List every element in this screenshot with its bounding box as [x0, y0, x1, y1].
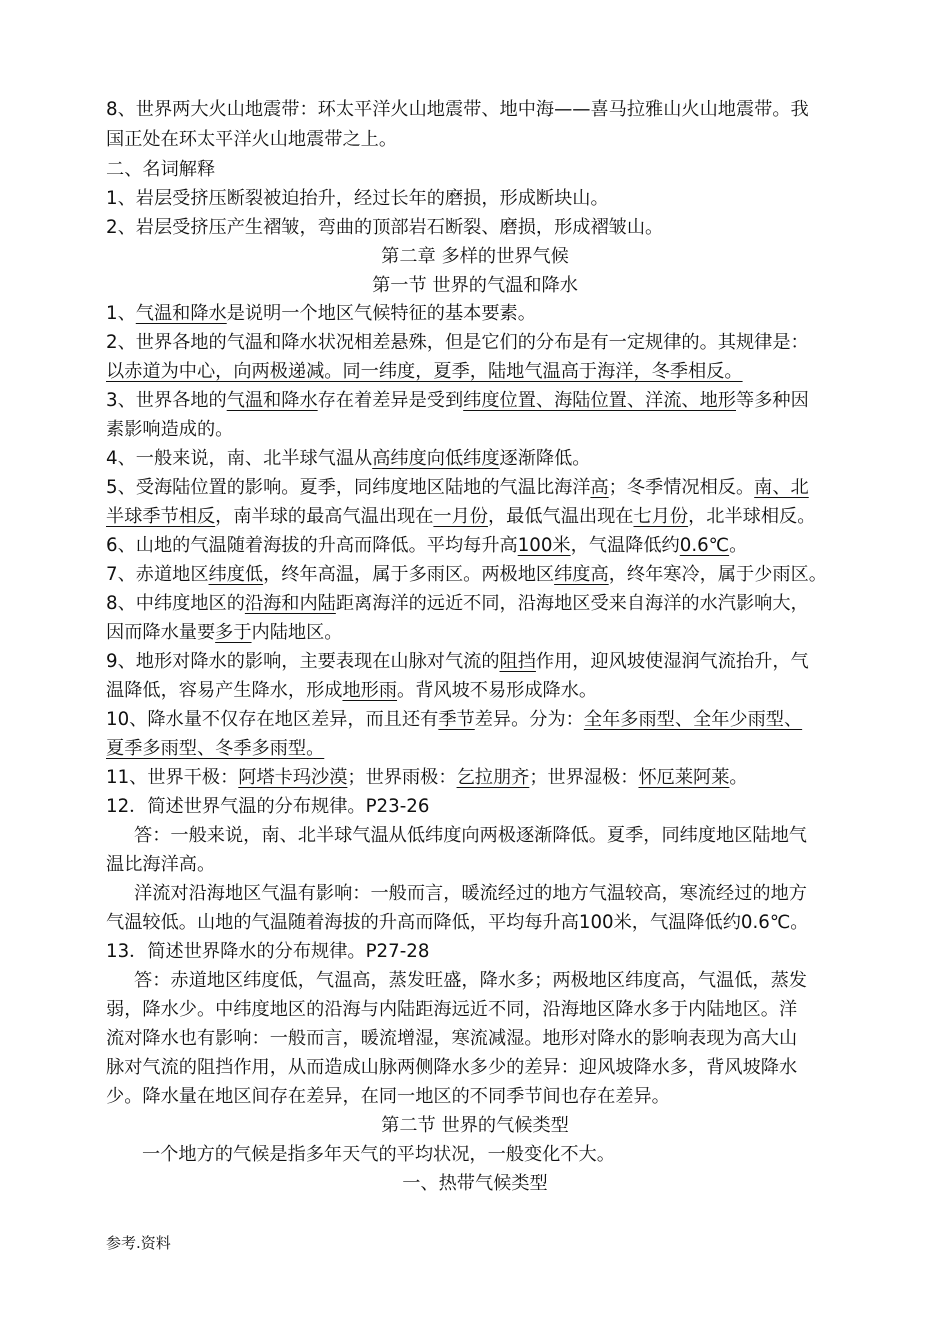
text-line: 9、地形对降水的影响，主要表现在山脉对气流的阻挡作用，迎风坡使湿润气流抬升，气	[106, 651, 809, 672]
answer-line: 答：一般来说，南、北半球气温从低纬度向两极逐渐降低。夏季，同纬度地区陆地气	[134, 825, 807, 846]
text-line: 半球季节相反，南半球的最高气温出现在一月份，最低气温出现在七月份，北半球相反。	[106, 506, 816, 527]
text-line: 以赤道为中心，向两极递减。同一纬度，夏季，陆地气温高于海洋，冬季相反。	[106, 361, 743, 382]
text-line: 8、世界两大火山地震带：环太平洋火山地震带、地中海——喜马拉雅山火山地震带。我	[106, 99, 809, 120]
text-line: 10、降水量不仅存在地区差异，而且还有季节差异。分为：全年多雨型、全年少雨型、	[106, 709, 803, 730]
answer-line: 流对降水也有影响：一般而言，暖流增湿，寒流减湿。地形对降水的影响表现为高大山	[106, 1028, 798, 1049]
text-line: 温降低，容易产生降水，形成地形雨。背风坡不易形成降水。	[106, 680, 598, 701]
chapter-title: 第二章 多样的世界气候	[381, 246, 569, 267]
subsection-title: 一、热带气候类型	[402, 1173, 548, 1194]
text-line: 4、一般来说，南、北半球气温从高纬度向低纬度逐渐降低。	[106, 448, 591, 469]
page-footer: 参考.资料	[106, 1234, 171, 1252]
text-line: 2、世界各地的气温和降水状况相差悬殊，但是它们的分布是有一定规律的。其规律是：	[106, 332, 809, 353]
answer-line: 气温较低。山地的气温随着海拔的升高而降低，平均每升高100米，气温降低约0.6℃。	[106, 912, 809, 933]
section-heading: 二、名词解释	[106, 159, 216, 180]
answer-line: 洋流对沿海地区气温有影响：一般而言，暖流经过的地方气温较高，寒流经过的地方	[134, 883, 807, 904]
text-line: 5、受海陆位置的影响。夏季，同纬度地区陆地的气温比海洋高；冬季情况相反。南、北	[106, 477, 809, 498]
section-title: 第二节 世界的气候类型	[381, 1115, 569, 1136]
text-line: 夏季多雨型、冬季多雨型。	[106, 738, 325, 759]
text-line: 国正处在环太平洋火山地震带之上。	[106, 129, 398, 150]
text-line: 11、世界干极：阿塔卡玛沙漠；世界雨极：乞拉朋齐；世界湿极：怀厄莱阿莱。	[106, 767, 748, 788]
text-line: 1、气温和降水是说明一个地区气候特征的基本要素。	[106, 303, 536, 324]
text-line: 一个地方的气候是指多年天气的平均状况，一般变化不大。	[142, 1144, 615, 1165]
text-line: 7、赤道地区纬度低，终年高温，属于多雨区。两极地区纬度高，终年寒冷，属于少雨区。	[106, 564, 827, 585]
question-heading: 13．简述世界降水的分布规律。P27-28	[106, 941, 430, 962]
answer-line: 答：赤道地区纬度低，气温高，蒸发旺盛，降水多；两极地区纬度高，气温低，蒸发	[134, 970, 807, 991]
text-line: 2、岩层受挤压产生褶皱，弯曲的顶部岩石断裂、磨损，形成褶皱山。	[106, 217, 664, 238]
section-title: 第一节 世界的气温和降水	[372, 275, 578, 296]
text-line: 素影响造成的。	[106, 419, 234, 440]
text-line: 6、山地的气温随着海拔的升高而降低。平均每升高100米，气温降低约0.6℃。	[106, 535, 748, 556]
text-line: 3、世界各地的气温和降水存在着差异是受到纬度位置、海陆位置、洋流、地形等多种因	[106, 390, 809, 411]
text-line: 8、中纬度地区的沿海和内陆距离海洋的远近不同，沿海地区受来自海洋的水汽影响大，	[106, 593, 809, 614]
answer-line: 少。降水量在地区间存在差异，在同一地区的不同季节间也存在差异。	[106, 1086, 670, 1107]
question-heading: 12．简述世界气温的分布规律。P23-26	[106, 796, 430, 817]
answer-line: 弱，降水少。中纬度地区的沿海与内陆距海远近不同，沿海地区降水多于内陆地区。洋	[106, 999, 798, 1020]
answer-line: 温比海洋高。	[106, 854, 216, 875]
text-line: 因而降水量要多于内陆地区。	[106, 622, 343, 643]
answer-line: 脉对气流的阻挡作用，从而造成山脉两侧降水多少的差异：迎风坡降水多，背风坡降水	[106, 1057, 798, 1078]
text-line: 1、岩层受挤压断裂被迫抬升，经过长年的磨损，形成断块山。	[106, 188, 609, 209]
